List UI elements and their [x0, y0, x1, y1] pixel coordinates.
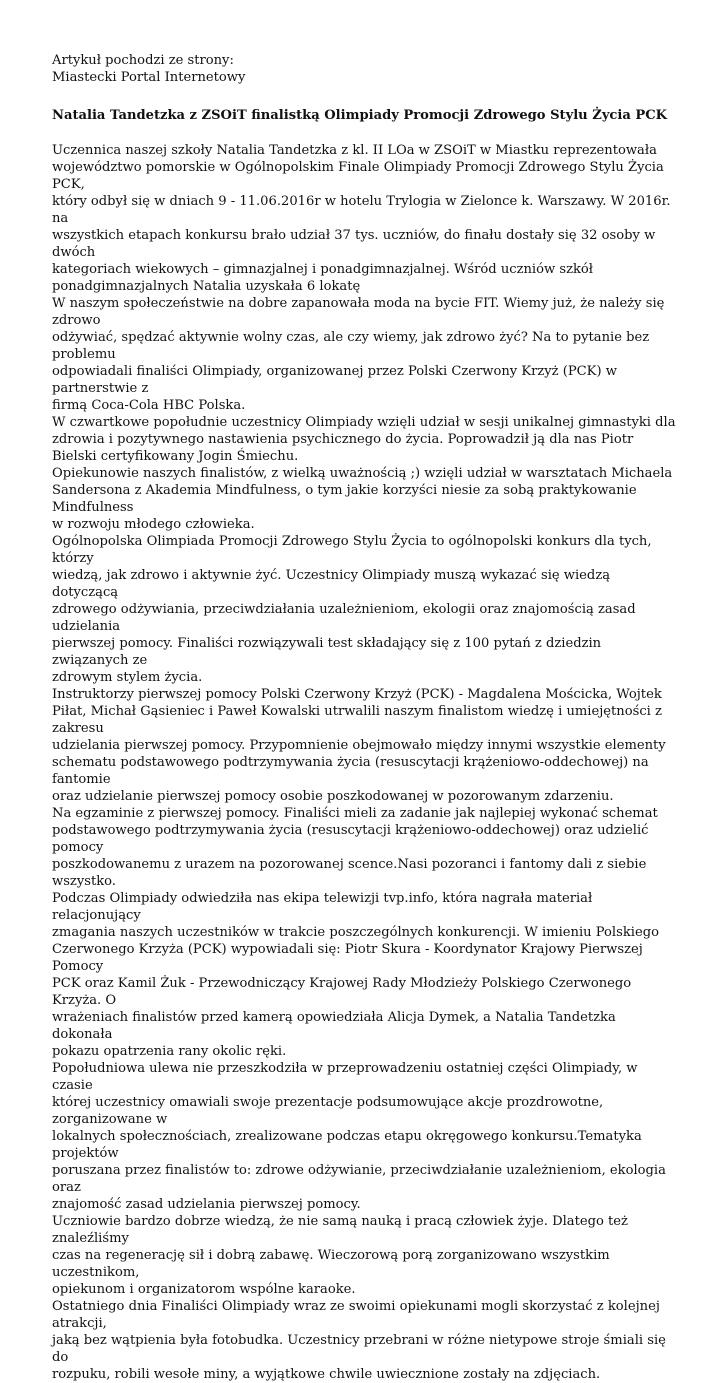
source-site-name: Miastecki Portal Internetowy: [52, 70, 246, 85]
paragraph-1: Uczennica naszej szkoły Natalia Tandetzka z kl. II LOa w ZSOiT w Miastku reprezentowała województwo pomorskie w Ogólnopolskim Finale Olimpiady Promocji Zdrowego Stylu Życia PCK, który odbył się w dniach 9 - 11.06.2016r w hotelu Trylogia w Zielonce k. Warszawy. W 2016r. na wszystkich etapach konkursu brało udział 37 tys. uczniów, do finału dostały się 32 osoby w dwóch kategoriach wiekowych – gimnazjalnej i ponadgimnazjalnej. Wśród uczniów szkół ponadgimnazjalnych Natalia uzyskała 6 lokatę: [52, 143, 671, 294]
source-line: Artykuł pochodzi ze strony:: [52, 53, 234, 68]
paragraph-2: W naszym społeczeństwie na dobre zapanowała moda na bycie FIT. Wiemy już, że należy się zdrowo odżywiać, spędzać aktywnie wolny czas, ale czy wiemy, jak zdrowo żyć? Na to pytanie bez problemu odpowiadali finaliści Olimpiady, organizowanej przez Polski Czerwony Krzyż (PCK) w partnerstwie z firmą Coca-Cola HBC Polska.: [52, 296, 665, 413]
paragraph-4: Opiekunowie naszych finalistów, z wielką uważnością ;) wzięli udział w warsztatach Michaela Sandersona z Akademia Mindfulness, o tym jakie korzyści niesie za sobą praktykowanie Mindfulness w rozwoju młodego człowieka.: [52, 466, 673, 532]
paragraph-9: Popołudniowa ulewa nie przeszkodziła w przeprowadzeniu ostatniej części Olimpiady, w czasie której uczestnicy omawiali swoje prezentacje podsumowujące akcje prozdrowotne, zorganizowane w lokalnych społecznościach, zrealizowane podczas etapu okręgowego konkursu.Tematyka projektów poruszana przez finalistów to: zdrowe odżywianie, przeciwdziałanie uzależnieniom, ekologia oraz znajomość zasad udzielania pierwszej pomocy.: [52, 1061, 666, 1212]
document-page: [52, 52, 680, 1383]
paragraph-10: Uczniowie bardzo dobrze wiedzą, że nie samą nauką i pracą człowiek żyje. Dlatego też znaleźliśmy czas na regenerację sił i dobrą zabawę. Wieczorową porą zorganizowano wszystkim uczestnikom, opiekunom i organizatorom wspólne karaoke.: [52, 1214, 628, 1297]
paragraph-8: Podczas Olimpiady odwiedziła nas ekipa telewizji tvp.info, która nagrała materiał relacjonujący zmagania naszych uczestników w trakcie poszczególnych konkurencji. W imieniu Polskiego Czerwonego Krzyża (PCK) wypowiadali się: Piotr Skura - Koordynator Krajowy Pierwszej Pomocy PCK oraz Kamil Żuk - Przewodniczący Krajowej Rady Młodzieży Polskiego Czerwonego Krzyża. O wrażeniach finalistów przed kamerą opowiedziała Alicja Dymek, a Natalia Tandetzka dokonała pokazu opatrzenia rany okolic ręki.: [52, 891, 659, 1059]
paragraph-11: Ostatniego dnia Finaliści Olimpiady wraz ze swoimi opiekunami mogli skorzystać z kolejnej atrakcji, jaką bez wątpienia była fotobudka. Uczestnicy przebrani w różne nietypowe stroje śmiali się do rozpuku, robili wesołe miny, a wyjątkowe chwile uwiecznione zostały na zdjęciach.: [52, 1299, 666, 1382]
paragraph-7: Na egzaminie z pierwszej pomocy. Finaliści mieli za zadanie jak najlepiej wykonać schemat podstawowego podtrzymywania życia (resuscytacji krążeniowo-oddechowej) oraz udzielić pomocy poszkodowanemu z urazem na pozorowanej scence.Nasi pozoranci i fantomy dali z siebie wszystko.: [52, 806, 658, 889]
paragraph-3: W czwartkowe popołudnie uczestnicy Olimpiady wzięli udział w sesji unikalnej gimnastyki dla zdrowia i pozytywnego nastawienia psychicznego do życia. Poprowadził ją dla nas Piotr Bielski certyfikowany Jogin Śmiechu.: [52, 415, 676, 464]
article-title: Natalia Tandetzka z ZSOiT finalistką Olimpiady Promocji Zdrowego Stylu Życia PCK: [52, 108, 668, 123]
paragraph-6: Instruktorzy pierwszej pomocy Polski Czerwony Krzyż (PCK) - Magdalena Mościcka, Wojtek Piłat, Michał Gąsieniec i Paweł Kowalski utrwalili naszym finalistom wiedzę i umiejętności z zakresu udzielania pierwszej pomocy. Przypomnienie obejmowało między innymi wszystkie elementy schematu podstawowego podtrzymywania życia (resuscytacji krążeniowo-oddechowej) na fantomie oraz udzielanie pierwszej pomocy osobie poszkodowanej w pozorowanym zdarzeniu.: [52, 687, 666, 804]
paragraph-5: Ogólnopolska Olimpiada Promocji Zdrowego Stylu Życia to ogólnopolski konkurs dla tych, którzy wiedzą, jak zdrowo i aktywnie żyć. Uczestnicy Olimpiady muszą wykazać się wiedzą dotyczącą zdrowego odżywiania, przeciwdziałania uzależnieniom, ekologii oraz znajomością zasad udzielania pierwszej pomocy. Finaliści rozwiązywali test składający się z 100 pytań z dziedzin związanych ze zdrowym stylem życia.: [52, 534, 652, 685]
